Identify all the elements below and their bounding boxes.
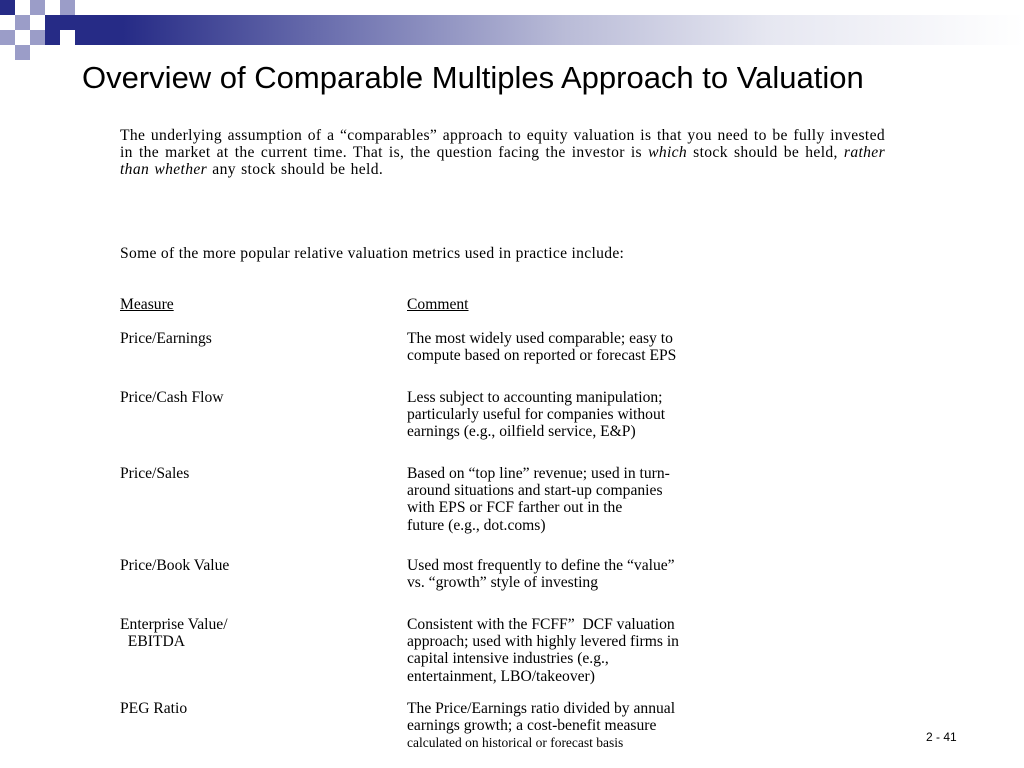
measure-cell: PEG Ratio xyxy=(120,700,188,717)
column-header-comment: Comment xyxy=(407,296,469,313)
comment-cell: Less subject to accounting manipulation; particularly useful for companies without earnings (e.g., oilfield service, E&P) xyxy=(407,389,666,441)
measure-cell: Price/Sales xyxy=(120,465,190,482)
comment-cell: The most widely used comparable; easy to compute based on reported or forecast EPS xyxy=(407,330,677,365)
page-number: 2 - 41 xyxy=(926,730,957,744)
slide-title: Overview of Comparable Multiples Approach to Valuation xyxy=(82,60,864,95)
header-gradient-bar xyxy=(0,15,1024,45)
intro-emphasis-which: which xyxy=(648,144,688,162)
measure-cell: Enterprise Value/ EBITDA xyxy=(120,616,228,651)
measure-cell: Price/Book Value xyxy=(120,557,230,574)
metrics-lead-sentence: Some of the more popular relative valuation metrics used in practice include: xyxy=(120,245,625,262)
intro-text-part-3: any stock should be held. xyxy=(207,161,384,179)
measure-cell: Price/Earnings xyxy=(120,330,212,347)
comment-cell: Consistent with the FCFF” DCF valuation approach; used with highly levered firms in capital intensive industries (e.g., entertainment, LBO/takeover) xyxy=(407,616,679,685)
intro-text-part-1: The underlying assumption of a “comparables” approach to equity valuation is that you need to be fully invested in the market at the current time. That is, the question facing the investor is xyxy=(120,127,885,162)
intro-paragraph xyxy=(120,127,885,179)
intro-emphasis-rather-than-whether: rather than whether xyxy=(120,144,885,179)
comment-text: The Price/Earnings ratio divided by annual earnings growth; a cost-benefit measure xyxy=(407,700,676,735)
column-header-measure: Measure xyxy=(120,296,174,313)
comment-text-small: calculated on historical or forecast basis xyxy=(407,735,624,751)
intro-text-part-2: stock should be held, xyxy=(687,144,844,162)
measure-cell: Price/Cash Flow xyxy=(120,389,224,406)
comment-cell: Used most frequently to define the “value” vs. “growth” style of investing xyxy=(407,557,675,592)
comment-cell xyxy=(407,700,675,752)
comment-cell: Based on “top line” revenue; used in turn- around situations and start-up companies with EPS or FCF farther out in the future (e.g., dot.coms) xyxy=(407,465,670,534)
